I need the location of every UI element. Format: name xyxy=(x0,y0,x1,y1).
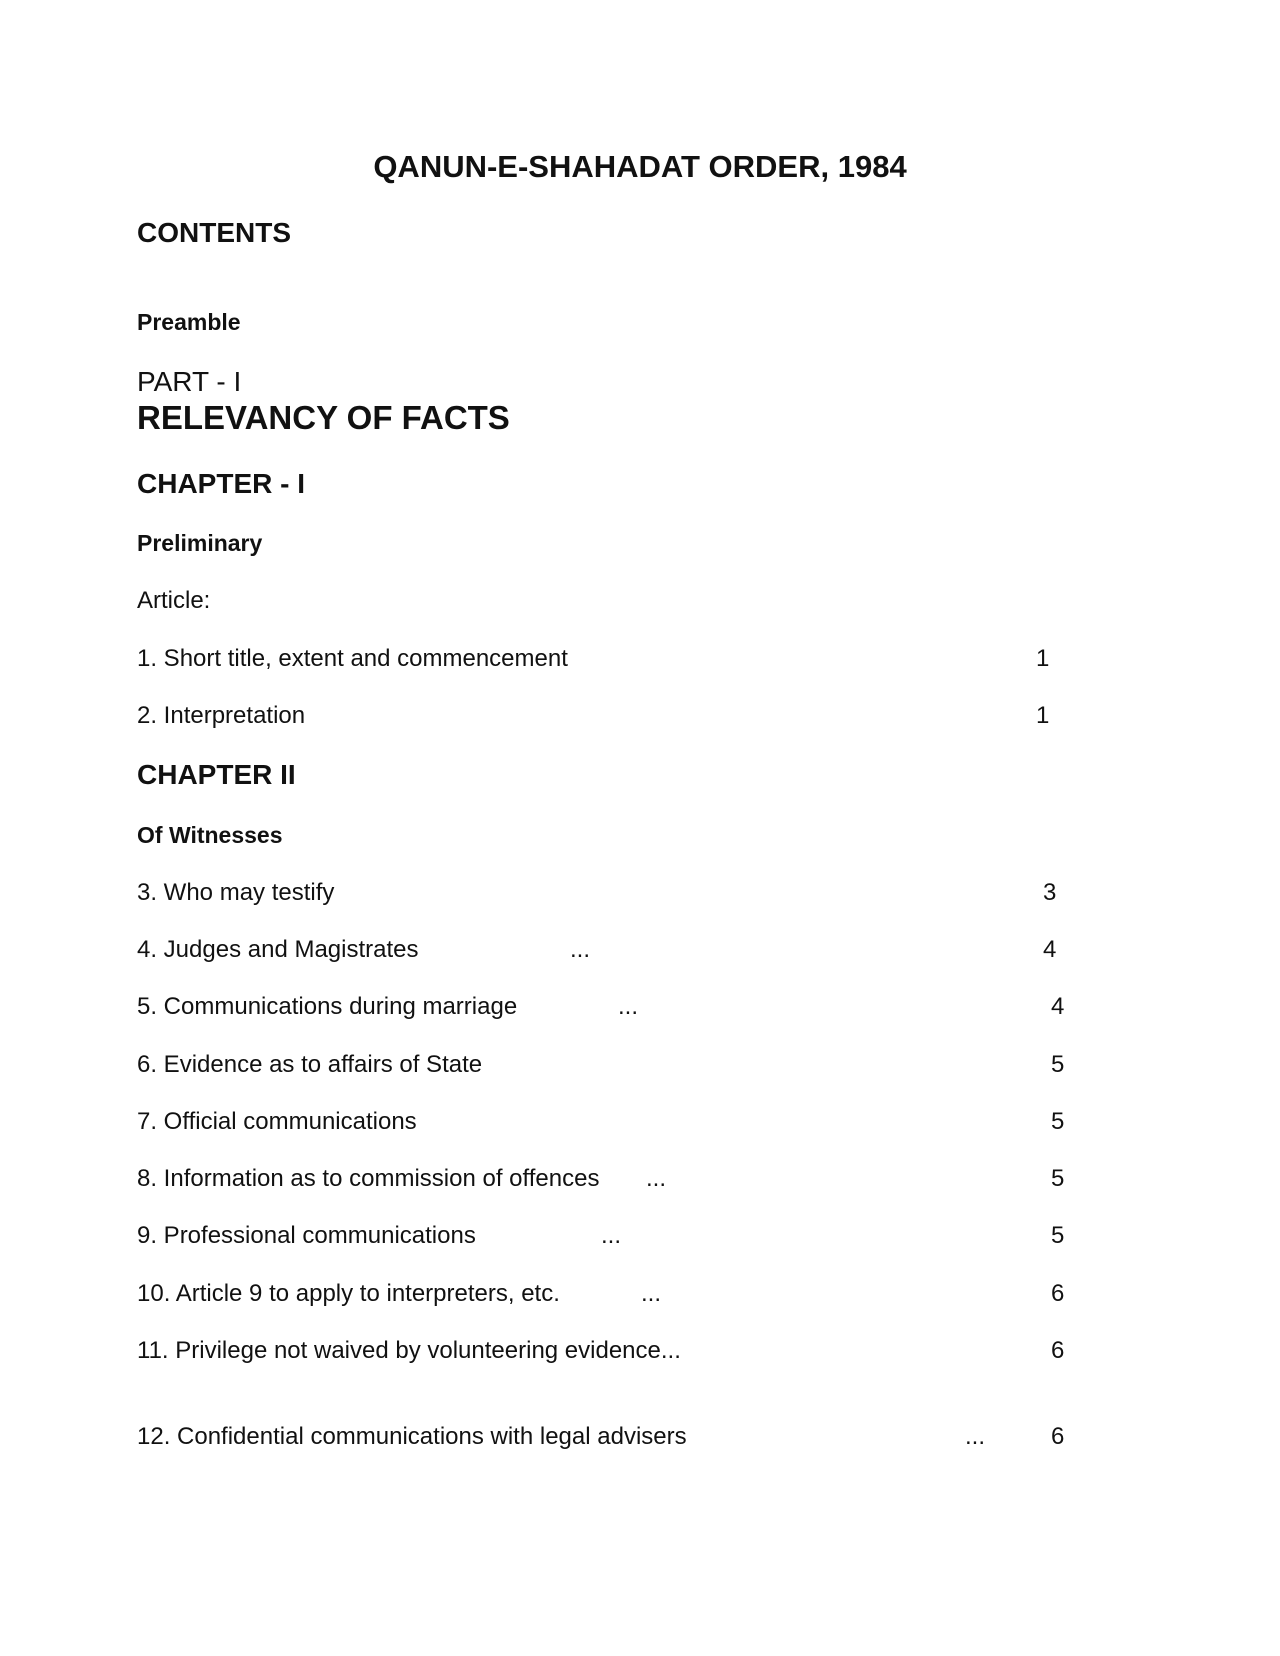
toc-entry-title[interactable]: 9. Professional communications xyxy=(137,1222,476,1249)
toc-entry-title[interactable]: 10. Article 9 to apply to interpreters, etc. xyxy=(137,1280,560,1307)
toc-entry-page: 1 xyxy=(1036,702,1050,729)
toc-entry-page: 1 xyxy=(1036,645,1050,672)
contents-heading: CONTENTS xyxy=(137,217,291,248)
toc-entry-dots: ... xyxy=(646,1165,667,1192)
toc-entry-dots: ... xyxy=(601,1222,622,1249)
toc-entry-dots: ... xyxy=(641,1280,662,1307)
toc-entry-title[interactable]: 11. Privilege not waived by volunteering evidence... xyxy=(137,1337,681,1364)
toc-entry-title[interactable]: 5. Communications during marriage xyxy=(137,993,518,1020)
toc-entry-page: 4 xyxy=(1043,936,1057,963)
toc-entry-page: 5 xyxy=(1051,1165,1065,1192)
toc-entry-page: 4 xyxy=(1051,993,1065,1020)
toc-entry-page: 5 xyxy=(1051,1051,1065,1078)
toc-entry-title[interactable]: 8. Information as to commission of offences xyxy=(137,1165,600,1192)
toc-entry-page: 5 xyxy=(1051,1222,1065,1249)
toc-entry-page: 6 xyxy=(1051,1280,1065,1307)
article-label: Article: xyxy=(137,587,211,614)
chapter-1-subheading: Preliminary xyxy=(137,530,263,556)
toc-entry-title[interactable]: 4. Judges and Magistrates xyxy=(137,936,419,963)
toc-entry-page: 3 xyxy=(1043,879,1057,906)
toc-entry-title[interactable]: 2. Interpretation xyxy=(137,702,306,729)
toc-entry-title[interactable]: 7. Official communications xyxy=(137,1108,417,1135)
part-title: RELEVANCY OF FACTS xyxy=(137,399,510,436)
preamble-link[interactable]: Preamble xyxy=(137,309,241,335)
toc-entry-title[interactable]: 6. Evidence as to affairs of State xyxy=(137,1051,483,1078)
toc-entry-page: 5 xyxy=(1051,1108,1065,1135)
toc-entry-dots: ... xyxy=(570,936,591,963)
toc-entry-title[interactable]: 12. Confidential communications with legal advisers xyxy=(137,1423,687,1450)
chapter-1-heading: CHAPTER - I xyxy=(137,468,305,499)
toc-entry-dots: ... xyxy=(618,993,639,1020)
chapter-2-subheading: Of Witnesses xyxy=(137,822,283,848)
chapter-2-heading: CHAPTER II xyxy=(137,759,296,790)
document-title: QANUN-E-SHAHADAT ORDER, 1984 xyxy=(373,149,907,184)
part-label: PART - I xyxy=(137,366,242,397)
toc-entry-title[interactable]: 1. Short title, extent and commencement xyxy=(137,645,568,672)
toc-entry-title[interactable]: 3. Who may testify xyxy=(137,879,335,906)
toc-entry-page: 6 xyxy=(1051,1337,1065,1364)
toc-entry-page: 6 xyxy=(1051,1423,1065,1450)
toc-entry-dots: ... xyxy=(965,1423,986,1450)
